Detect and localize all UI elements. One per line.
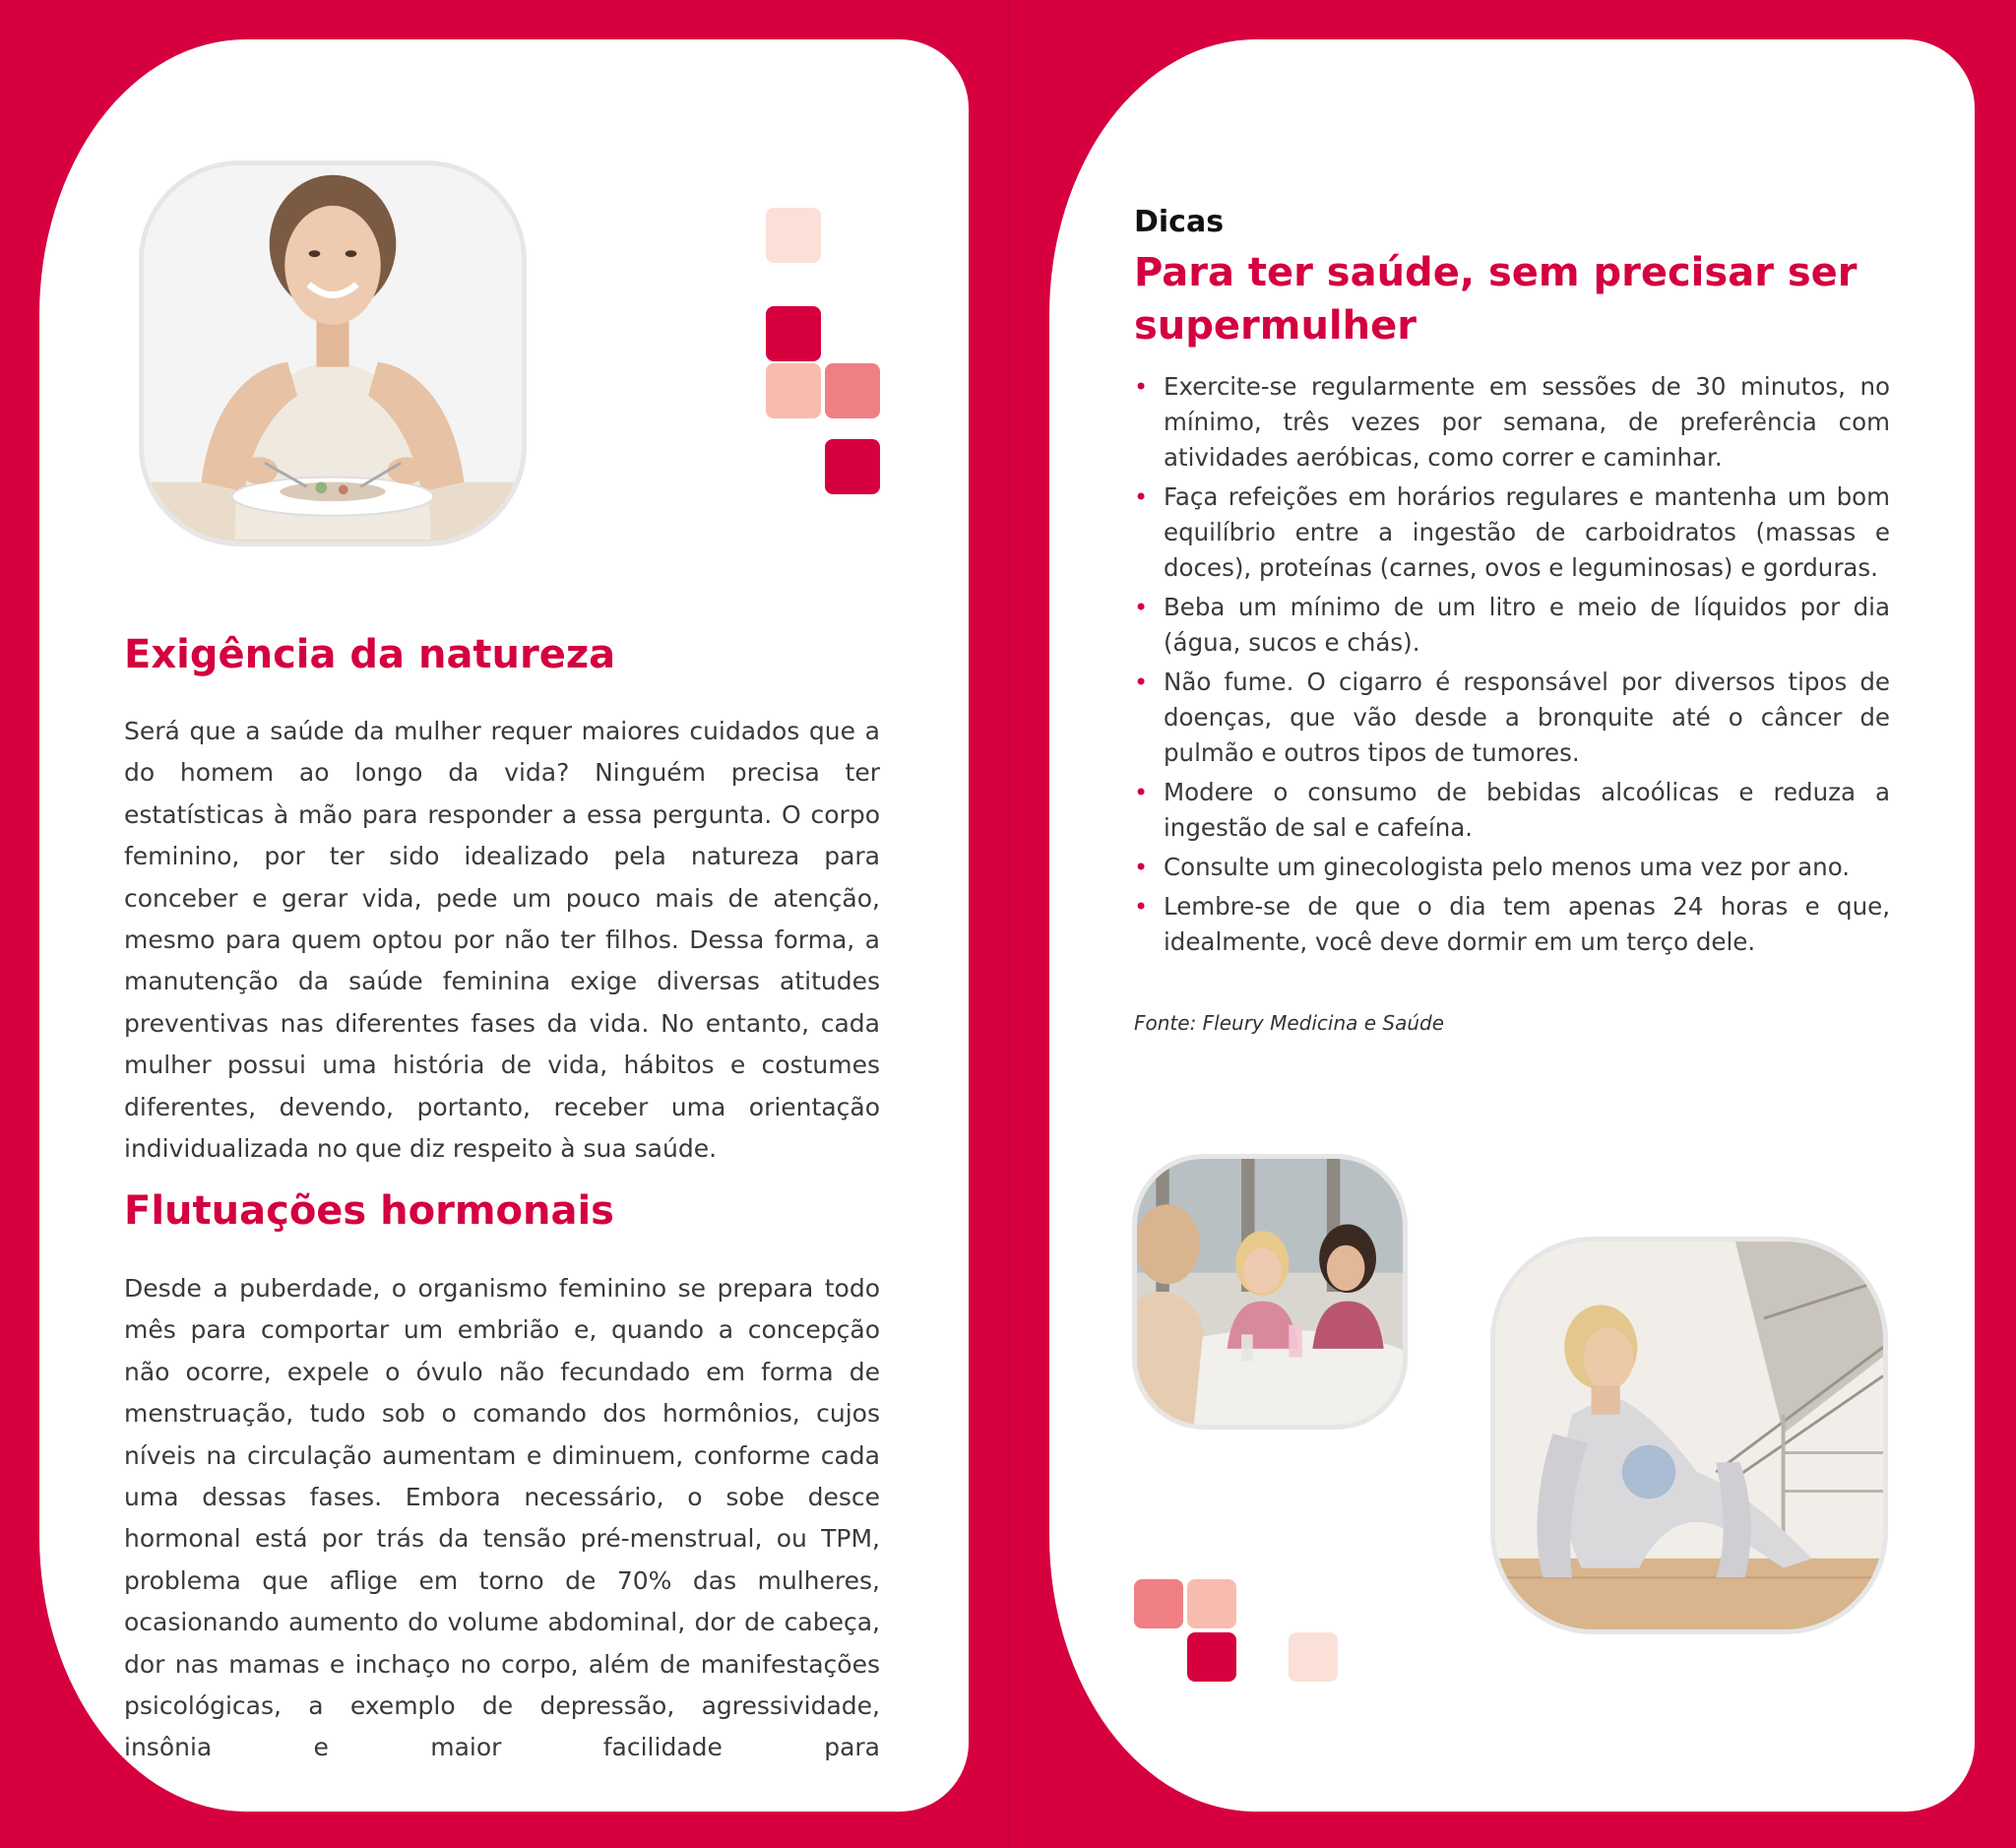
- bullet-icon: •: [1134, 669, 1149, 696]
- tips-heading: Para ter saúde, sem precisar ser supermulher: [1134, 250, 1858, 349]
- section-body-exigencia: Será que a saúde da mulher requer maiores cuidados que a do homem ao longo da vida? Ninguém precisa ter estatísticas à mão para responder a essa pergunta. O corpo feminino, por ter sido idealizado pela natureza para conceber e gerar vida, pede um pouco mais de atenção, mesmo para quem optou por não ter filhos. Dessa forma, a manutenção da saúde feminina exige diversas atitudes preventivas nas diferentes fases da vida. No entanto, cada mulher possui uma história de vida, hábitos e costumes diferentes, devendo, portanto, receber uma orientação individualizada no que diz respeito à sua saúde.: [124, 717, 880, 1164]
- corner-swoosh: [1049, 39, 1089, 85]
- list-item: • Não fume. O cigarro é responsável por diversos tipos de doenças, que vão desde a bronquite até o câncer de pulmão e outros tipos de tumores.: [1134, 665, 1890, 771]
- bullet-icon: •: [1134, 893, 1149, 921]
- woman-eating-photo: [139, 160, 527, 546]
- decorative-square: [1134, 1579, 1183, 1628]
- section-kicker: Dicas: [1134, 205, 1225, 239]
- list-item: • Beba um mínimo de um litro e meio de líquidos por dia (água, sucos e chás).: [1134, 590, 1890, 661]
- bullet-icon: •: [1134, 854, 1149, 881]
- source-credit: Fonte: Fleury Medicina e Saúde: [1134, 1011, 1445, 1035]
- decorative-square: [1187, 1579, 1236, 1628]
- decorative-square: [766, 306, 821, 361]
- decorative-square: [766, 208, 821, 263]
- section-heading-exigencia: Exigência da natureza: [124, 632, 616, 677]
- section-body-flutuacoes: Desde a puberdade, o organismo feminino se prepara todo mês para comportar um embrião e, quando a concepção não ocorre, expele o óvulo não fecundado em forma de menstruação, tudo sob o comando dos hormônios, cujos níveis na circulação aumentam e diminuem, conforme cada uma dessas fases. Embora necessário, o sobe desce hormonal está por trás da tensão pré-menstrual, ou TPM, problema que aflige em torno de 70% das mulheres, ocasionando aumento do volume abdominal, dor de cabeça, dor nas mamas e inchaço no corpo, além de manifestações psicológicas, a exemplo de depressão, agressividade, insônia e maior facilidade para: [124, 1274, 880, 1762]
- list-item: • Lembre-se de que o dia tem apenas 24 horas e que, idealmente, você deve dormir em um terço dele.: [1134, 889, 1890, 960]
- page-gutter: [1008, 0, 1009, 1848]
- section-heading-flutuacoes: Flutuações hormonais: [124, 1188, 614, 1234]
- list-item: • Consulte um ginecologista pelo menos uma vez por ano.: [1134, 850, 1890, 885]
- decorative-square: [1289, 1632, 1338, 1682]
- bullet-icon: •: [1134, 373, 1149, 401]
- decorative-square: [766, 363, 821, 418]
- friends-cafe-photo: [1132, 1154, 1408, 1430]
- bullet-icon: •: [1134, 594, 1149, 621]
- corner-swoosh: [1959, 1768, 1998, 1814]
- list-item: • Faça refeições em horários regulares e mantenha um bom equilíbrio entre a ingestão de carboidratos (massas e doces), proteínas (carnes, ovos e leguminosas) e gorduras.: [1134, 479, 1890, 586]
- list-item: • Modere o consumo de bebidas alcoólicas e reduza a ingestão de sal e cafeína.: [1134, 775, 1890, 846]
- tips-list: [1134, 369, 1890, 964]
- decorative-square: [825, 439, 880, 494]
- decorative-square: [825, 363, 880, 418]
- bullet-icon: •: [1134, 483, 1149, 511]
- bullet-icon: •: [1134, 779, 1149, 806]
- list-item: • Exercite-se regularmente em sessões de 30 minutos, no mínimo, três vezes por semana, de preferência com atividades aeróbicas, como correr e caminhar.: [1134, 369, 1890, 476]
- decorative-square: [1187, 1632, 1236, 1682]
- yoga-stretch-photo: [1490, 1237, 1888, 1634]
